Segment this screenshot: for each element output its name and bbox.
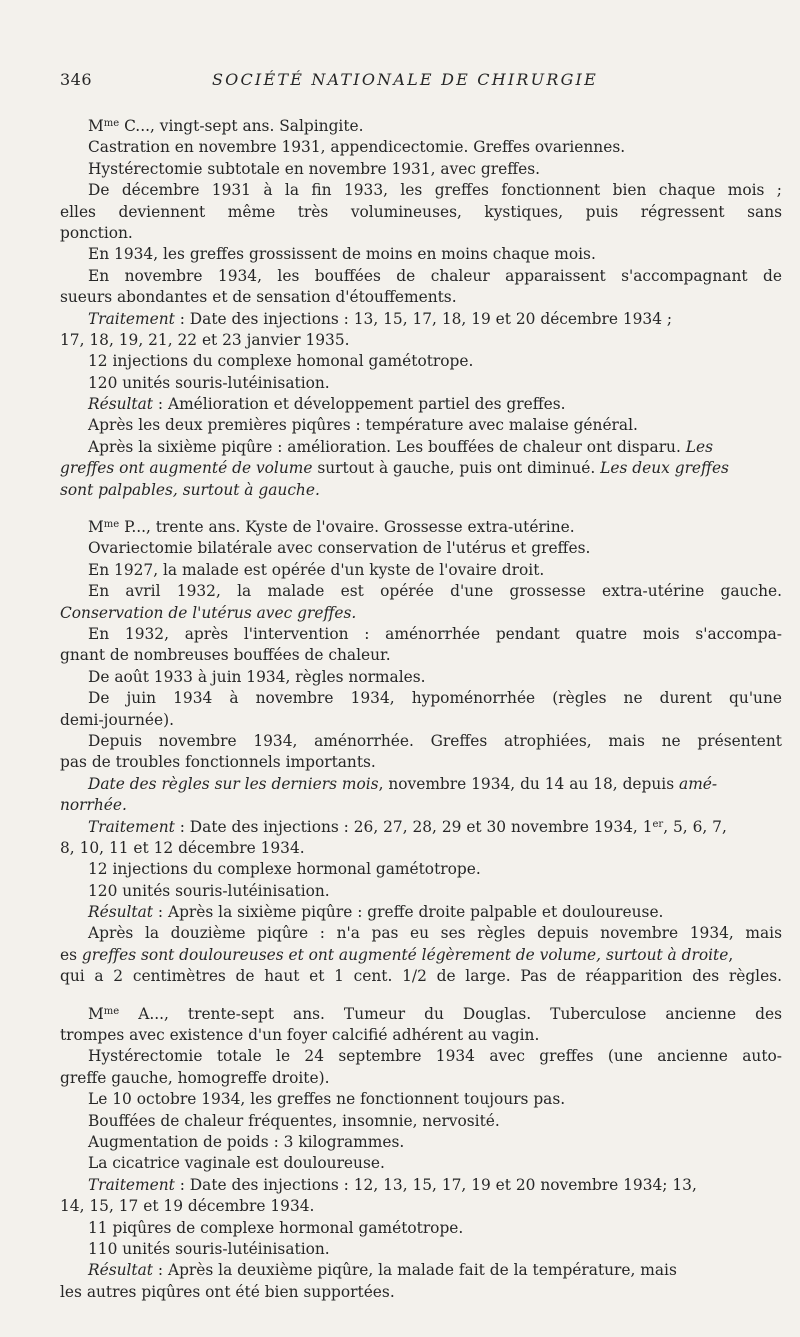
text-line — [60, 309, 782, 330]
text-line — [60, 394, 782, 415]
text-line — [60, 902, 782, 923]
text-line: De juin 1934 à novembre 1934, hypoménorrhée (règles ne durent qu'une — [88, 689, 782, 708]
text-line: les autres piqûres ont été bien supportées. — [60, 1282, 395, 1301]
italic-span: amé- — [679, 774, 718, 793]
text-line: $M^{me}$ A..., trente-sept ans. Tumeur du Douglas. Tuberculose ancienne des — [88, 1004, 782, 1023]
superscript: me — [103, 1005, 120, 1017]
text-line — [60, 795, 782, 816]
italic-span: Résultat — [88, 395, 153, 414]
text-line: pas de troubles fonctionnels importants. — [60, 753, 376, 772]
text-span: , novembre 1934, du 14 au 18, depuis — [378, 774, 680, 793]
text-line: En 1934, les greffes grossissent de moins en moins chaque mois. — [88, 245, 596, 264]
text-span: : Après la deuxième piqûre, la malade fait de la température, mais — [152, 1261, 677, 1280]
text-line: Le 10 octobre 1934, les greffes ne fonctionnent toujours pas. — [88, 1090, 566, 1109]
text-line: Hystérectomie subtotale en novembre 1931, avec greffes. — [88, 159, 541, 178]
text-line: En 1927, la malade est opérée d'un kyste de l'ovaire droit. — [88, 560, 545, 579]
text-line — [60, 437, 782, 458]
italic-span: greffes sont douloureuses et ont augmenté légèrement de volume, surtout à droite — [81, 945, 729, 964]
text-line: En 1932, après l'intervention : aménorrhée pendant quatre mois s'accompa- — [88, 624, 782, 643]
text-line: demi-journée). — [60, 710, 175, 729]
text-span: : Date des injections : 26, 27, 28, 29 et 30 novembre 1934, 1 — [174, 817, 653, 836]
text-line: Bouffées de chaleur fréquentes, insomnie, nervosité. — [88, 1111, 500, 1130]
text-span: : Amélioration et développement partiel des greffes. — [152, 395, 566, 414]
text-line: 12 injections du complexe hormonal gamétotrope. — [88, 860, 481, 879]
italic-span: Conservation de l'utérus avec greffes. — [60, 603, 357, 622]
page-header — [60, 70, 770, 96]
text-span: : Date des injections : 12, 13, 15, 17, 19 et 20 novembre 1934; 13, — [174, 1175, 697, 1194]
text-line: trompes avec existence d'un foyer calcifié adhérent au vagin. — [60, 1026, 540, 1045]
text-line: ponction. — [60, 223, 133, 242]
text-line: Après la douzième piqûre : n'a pas eu ses règles depuis novembre 1934, mais — [88, 924, 782, 943]
text-line: En avril 1932, la malade est opérée d'une grossesse extra-utérine gauche. — [88, 582, 782, 601]
superscript: me — [103, 519, 120, 531]
text-line: 14, 15, 17 et 19 décembre 1934. — [60, 1197, 315, 1216]
text-span: es — [60, 945, 82, 964]
case-paragraph — [60, 1004, 782, 1303]
text-line — [60, 458, 782, 479]
text-line: Depuis novembre 1934, aménorrhée. Greffes atrophiées, mais ne présentent — [88, 731, 782, 750]
text-line: sueurs abondantes et de sensation d'étouffements. — [60, 288, 457, 307]
text-line: 120 unités souris-lutéinisation. — [88, 373, 330, 392]
text-span: surtout à gauche, puis ont diminué. — [312, 459, 601, 478]
italic-span: Traitement — [88, 817, 175, 836]
text-line: De décembre 1931 à la fin 1933, les greffes fonctionnent bien chaque mois ; — [88, 181, 782, 200]
text-line: Hystérectomie totale le 24 septembre 1934 avec greffes (une ancienne auto- — [88, 1047, 782, 1066]
text-line: $M^{me}$ P..., trente ans. Kyste de l'ovaire. Grossesse extra-utérine. — [88, 518, 575, 537]
italic-span: sont palpables, surtout à gauche. — [60, 480, 320, 499]
text-line: $M^{me}$ C..., vingt-sept ans. Salpingite. — [88, 117, 364, 135]
case-paragraph — [60, 116, 782, 501]
text-line: Ovariectomie bilatérale avec conservation de l'utérus et greffes. — [88, 539, 591, 558]
text-span: : Après la sixième piqûre : greffe droite palpable et douloureuse. — [152, 903, 664, 922]
text-span: : Date des injections : 13, 15, 17, 18, 19 et 20 décembre 1934 ; — [174, 309, 673, 328]
text-line: En novembre 1934, les bouffées de chaleur apparaissent s'accompagnant de — [88, 266, 782, 285]
text-span: C..., vingt-sept ans. Salpingite. — [124, 117, 364, 135]
paragraph-gap — [60, 988, 782, 1004]
text-line — [60, 1260, 782, 1281]
text-line: Augmentation de poids : 3 kilogrammes. — [88, 1132, 405, 1151]
text-span: P..., trente ans. Kyste de l'ovaire. Grossesse extra-utérine. — [124, 518, 575, 537]
text-line: Castration en novembre 1931, appendicectomie. Greffes ovariennes. — [88, 138, 626, 157]
text-line: 11 piqûres de complexe hormonal gamétotrope. — [88, 1218, 464, 1237]
italic-span: Traitement — [88, 1175, 175, 1194]
text-line: elles deviennent même très volumineuses, kystiques, puis régressent sans — [60, 202, 782, 221]
italic-span: norrhée. — [60, 796, 127, 815]
text-line: 17, 18, 19, 21, 22 et 23 janvier 1935. — [60, 330, 350, 349]
italic-span: Les — [685, 437, 713, 456]
text-line: 110 unités souris-lutéinisation. — [88, 1239, 330, 1258]
italic-span: Les deux greffes — [600, 459, 729, 478]
italic-span: Résultat — [88, 903, 153, 922]
text-line: greffe gauche, homogreffe droite). — [60, 1068, 330, 1087]
italic-span: Date des règles sur les derniers mois — [88, 774, 379, 793]
superscript: er — [652, 818, 664, 830]
text-span: , 5, 6, 7, — [663, 817, 727, 836]
text-line — [60, 480, 782, 501]
paragraph-gap — [60, 501, 782, 517]
text-line: De août 1933 à juin 1934, règles normales. — [88, 667, 426, 686]
text-line: gnant de nombreuses bouffées de chaleur. — [60, 646, 391, 665]
text-line — [60, 1175, 782, 1196]
italic-span: greffes ont augmenté de volume — [60, 459, 313, 478]
text-line — [60, 817, 782, 838]
text-line: 120 unités souris-lutéinisation. — [88, 881, 330, 900]
italic-span: Résultat — [88, 1261, 153, 1280]
case-paragraph — [60, 517, 782, 988]
text-span: , — [728, 945, 734, 964]
page-number: 346 — [60, 70, 93, 89]
text-line — [60, 774, 782, 795]
page-body — [60, 116, 782, 1303]
text-line: 12 injections du complexe homonal gamétotrope. — [88, 352, 474, 371]
text-line: Après les deux premières piqûres : température avec malaise général. — [88, 416, 638, 435]
italic-span: Traitement — [88, 309, 175, 328]
text-line: 8, 10, 11 et 12 décembre 1934. — [60, 838, 305, 857]
running-title: SOCIÉTÉ NATIONALE DE CHIRURGIE — [212, 70, 598, 89]
text-line — [60, 603, 782, 624]
text-line: La cicatrice vaginale est douloureuse. — [88, 1154, 385, 1173]
text-line: qui a 2 centimètres de haut et 1 cent. 1/2 de large. Pas de réapparition des règles. — [60, 967, 782, 986]
superscript: me — [103, 118, 120, 129]
text-line — [60, 945, 782, 966]
text-span: Après la sixième piqûre : amélioration. Les bouffées de chaleur ont disparu. — [88, 437, 686, 456]
text-span: A..., trente-sept ans. Tumeur du Douglas. Tuberculose ancienne des — [138, 1004, 782, 1023]
